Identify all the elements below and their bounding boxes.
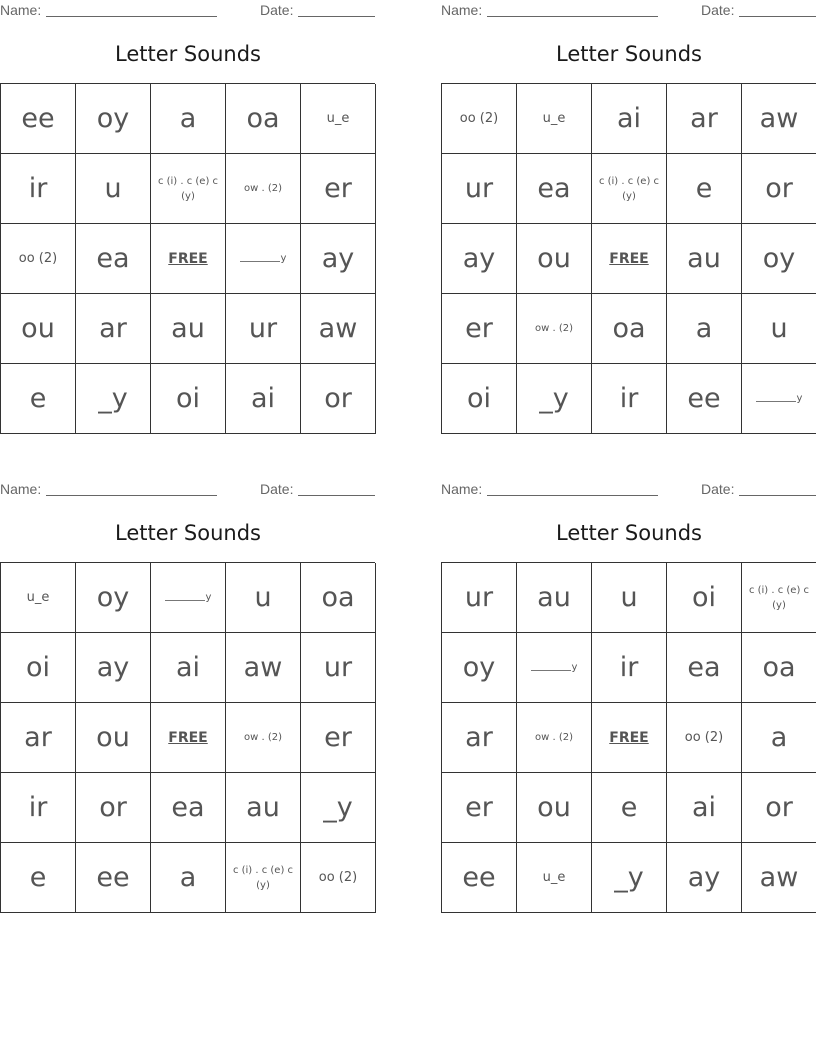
bingo-cell bbox=[76, 154, 151, 224]
card-title: Letter Sounds bbox=[555, 521, 702, 545]
card-title: Letter Sounds bbox=[555, 42, 702, 66]
bingo-cell bbox=[592, 364, 667, 434]
bingo-cell bbox=[517, 364, 592, 434]
bingo-cell bbox=[151, 224, 226, 294]
cell-text: oa bbox=[321, 582, 355, 613]
bingo-cell bbox=[151, 294, 226, 364]
cell-text: FREE bbox=[609, 250, 649, 267]
cell-text: u bbox=[770, 313, 788, 344]
cell-text: ar bbox=[24, 722, 52, 753]
cell-text: aw bbox=[243, 652, 283, 683]
cell-text: y bbox=[796, 393, 803, 404]
blank-line bbox=[531, 664, 571, 671]
cell-text: c (i) . c (e) c (y) bbox=[748, 584, 810, 611]
bingo-cell bbox=[226, 294, 301, 364]
cell-text: ow . (2) bbox=[535, 323, 573, 334]
cell-text: u bbox=[254, 582, 272, 613]
cell-text: au bbox=[687, 243, 721, 274]
bingo-cell bbox=[442, 84, 517, 154]
bingo-cell bbox=[442, 773, 517, 843]
bingo-cell bbox=[151, 563, 226, 633]
cell-text: u_e bbox=[542, 870, 566, 885]
bingo-cell bbox=[667, 633, 742, 703]
cell-text: ai bbox=[616, 103, 642, 134]
name-label: Name: bbox=[441, 2, 483, 18]
cell-text: e bbox=[29, 862, 47, 893]
cell-text: u_e bbox=[326, 111, 350, 126]
bingo-cell bbox=[76, 773, 151, 843]
bingo-cell bbox=[151, 154, 226, 224]
blank-line bbox=[165, 594, 205, 601]
cell-text: FREE bbox=[168, 250, 208, 267]
bingo-card-2 bbox=[441, 0, 816, 440]
bingo-cell bbox=[667, 843, 742, 913]
name-blank-line[interactable] bbox=[46, 2, 217, 17]
cell-text: ea bbox=[171, 792, 205, 823]
cell-text: oy bbox=[96, 582, 130, 613]
cell-text: _y bbox=[614, 862, 644, 893]
bingo-cell bbox=[667, 294, 742, 364]
cell-text: ow . (2) bbox=[244, 732, 282, 743]
bingo-cell bbox=[151, 84, 226, 154]
bingo-cell bbox=[667, 563, 742, 633]
bingo-cell bbox=[442, 364, 517, 434]
bingo-cell bbox=[742, 224, 816, 294]
bingo-cell bbox=[517, 773, 592, 843]
card-header bbox=[441, 2, 816, 18]
bingo-cell bbox=[517, 633, 592, 703]
cell-text: ee bbox=[96, 862, 130, 893]
cell-text: a bbox=[179, 103, 197, 134]
cell-text: or bbox=[324, 383, 352, 414]
cell-text: aw bbox=[759, 862, 799, 893]
cell-text: er bbox=[324, 173, 352, 204]
date-label: Date: bbox=[260, 481, 294, 497]
bingo-cell bbox=[226, 563, 301, 633]
bingo-cell bbox=[301, 633, 376, 703]
bingo-cell bbox=[517, 563, 592, 633]
cell-text: ou bbox=[537, 792, 571, 823]
bingo-cell bbox=[442, 294, 517, 364]
cell-text: ou bbox=[537, 243, 571, 274]
name-label: Name: bbox=[0, 2, 42, 18]
cell-text: ur bbox=[323, 652, 353, 683]
bingo-cell bbox=[226, 703, 301, 773]
bingo-cell bbox=[1, 703, 76, 773]
bingo-grid bbox=[441, 562, 816, 913]
cell-text: u_e bbox=[542, 111, 566, 126]
date-blank-line[interactable] bbox=[298, 481, 375, 496]
bingo-cell bbox=[742, 703, 816, 773]
cell-text: ar bbox=[690, 103, 718, 134]
cell-text: c (i) . c (e) c (y) bbox=[232, 864, 294, 891]
cell-text: FREE bbox=[168, 729, 208, 746]
cell-text: oi bbox=[691, 582, 717, 613]
bingo-cell bbox=[742, 154, 816, 224]
bingo-cell bbox=[592, 773, 667, 843]
bingo-cell bbox=[226, 364, 301, 434]
bingo-cell bbox=[592, 633, 667, 703]
bingo-cell bbox=[592, 843, 667, 913]
cell-text: er bbox=[324, 722, 352, 753]
bingo-cell bbox=[517, 703, 592, 773]
bingo-cell bbox=[301, 563, 376, 633]
cell-text: aw bbox=[759, 103, 799, 134]
cell-text: ur bbox=[464, 582, 494, 613]
bingo-cell bbox=[301, 224, 376, 294]
bingo-cell bbox=[1, 843, 76, 913]
name-blank-line[interactable] bbox=[46, 481, 217, 496]
name-blank-line[interactable] bbox=[487, 2, 658, 17]
bingo-grid bbox=[0, 562, 375, 913]
date-label: Date: bbox=[701, 2, 735, 18]
bingo-cell bbox=[592, 84, 667, 154]
cell-text: or bbox=[765, 792, 793, 823]
cell-text: e bbox=[695, 173, 713, 204]
date-blank-line[interactable] bbox=[739, 2, 816, 17]
bingo-cell bbox=[301, 294, 376, 364]
bingo-cell bbox=[301, 364, 376, 434]
cell-text: FREE bbox=[609, 729, 649, 746]
bingo-cell bbox=[592, 294, 667, 364]
cell-text: ai bbox=[250, 383, 276, 414]
bingo-cell bbox=[76, 703, 151, 773]
cell-text: a bbox=[695, 313, 713, 344]
bingo-cell bbox=[442, 703, 517, 773]
cell-text: y bbox=[571, 662, 578, 673]
cell-text: y bbox=[205, 592, 212, 603]
bingo-cell bbox=[151, 633, 226, 703]
cell-text: ar bbox=[465, 722, 493, 753]
bingo-cell bbox=[517, 154, 592, 224]
cell-text: oo (2) bbox=[459, 111, 499, 126]
date-label: Date: bbox=[260, 2, 294, 18]
bingo-cell bbox=[592, 154, 667, 224]
bingo-grid bbox=[0, 83, 375, 434]
cell-text: a bbox=[179, 862, 197, 893]
cell-text: _y bbox=[98, 383, 128, 414]
bingo-cell bbox=[226, 154, 301, 224]
cell-text: oo (2) bbox=[684, 730, 724, 745]
name-blank-line[interactable] bbox=[487, 481, 658, 496]
bingo-cell bbox=[667, 703, 742, 773]
bingo-cell bbox=[667, 154, 742, 224]
cell-text: oo (2) bbox=[318, 870, 358, 885]
bingo-cell bbox=[667, 224, 742, 294]
name-label: Name: bbox=[0, 481, 42, 497]
bingo-cell bbox=[517, 294, 592, 364]
bingo-cell bbox=[1, 154, 76, 224]
bingo-cell bbox=[517, 224, 592, 294]
card-header bbox=[0, 2, 376, 18]
bingo-cell bbox=[76, 294, 151, 364]
bingo-cell bbox=[667, 84, 742, 154]
bingo-cell bbox=[226, 773, 301, 843]
bingo-cell bbox=[442, 224, 517, 294]
cell-text: _y bbox=[539, 383, 569, 414]
cell-text: ir bbox=[28, 792, 48, 823]
bingo-cell bbox=[442, 633, 517, 703]
bingo-cell bbox=[151, 364, 226, 434]
bingo-cell bbox=[151, 843, 226, 913]
bingo-cell bbox=[1, 563, 76, 633]
cell-text: u bbox=[104, 173, 122, 204]
cell-text: ow . (2) bbox=[535, 732, 573, 743]
cell-text: ay bbox=[687, 862, 721, 893]
card-title: Letter Sounds bbox=[114, 521, 261, 545]
cell-text: ee bbox=[462, 862, 496, 893]
cell-text: ea bbox=[96, 243, 130, 274]
cell-text: u bbox=[620, 582, 638, 613]
bingo-cell bbox=[742, 843, 816, 913]
blank-line bbox=[756, 395, 796, 402]
bingo-cell bbox=[151, 703, 226, 773]
bingo-cell bbox=[592, 563, 667, 633]
cell-text: ea bbox=[687, 652, 721, 683]
cell-text: au bbox=[537, 582, 571, 613]
bingo-cell bbox=[1, 294, 76, 364]
cell-text: aw bbox=[318, 313, 358, 344]
cell-text: ur bbox=[464, 173, 494, 204]
cell-text: oi bbox=[25, 652, 51, 683]
card-header bbox=[0, 481, 376, 497]
bingo-cell bbox=[151, 773, 226, 843]
cell-text: au bbox=[171, 313, 205, 344]
bingo-cell bbox=[442, 563, 517, 633]
cell-text: oi bbox=[466, 383, 492, 414]
cell-text: ay bbox=[321, 243, 355, 274]
date-blank-line[interactable] bbox=[739, 481, 816, 496]
name-label: Name: bbox=[441, 481, 483, 497]
bingo-cell bbox=[76, 633, 151, 703]
card-header bbox=[441, 481, 816, 497]
cell-text: ay bbox=[96, 652, 130, 683]
cell-text: u_e bbox=[26, 590, 50, 605]
bingo-cell bbox=[742, 633, 816, 703]
cell-text: c (i) . c (e) c (y) bbox=[157, 175, 219, 202]
cell-text: e bbox=[620, 792, 638, 823]
bingo-cell bbox=[226, 843, 301, 913]
bingo-cell bbox=[76, 364, 151, 434]
bingo-cell bbox=[301, 154, 376, 224]
bingo-cell bbox=[76, 843, 151, 913]
cell-text: oa bbox=[762, 652, 796, 683]
cell-text: oa bbox=[612, 313, 646, 344]
bingo-cell bbox=[226, 224, 301, 294]
bingo-cell bbox=[301, 843, 376, 913]
cell-text: ee bbox=[687, 383, 721, 414]
cell-text: ay bbox=[462, 243, 496, 274]
cell-text: oi bbox=[175, 383, 201, 414]
cell-text: oy bbox=[96, 103, 130, 134]
cell-text: ir bbox=[28, 173, 48, 204]
bingo-card-4 bbox=[441, 479, 816, 919]
cell-text: ai bbox=[175, 652, 201, 683]
cell-text: ir bbox=[619, 652, 639, 683]
bingo-cell bbox=[442, 154, 517, 224]
bingo-cell bbox=[76, 224, 151, 294]
cell-text: au bbox=[246, 792, 280, 823]
cell-text: oy bbox=[762, 243, 796, 274]
bingo-cell bbox=[742, 84, 816, 154]
bingo-cell bbox=[742, 563, 816, 633]
bingo-cell bbox=[592, 224, 667, 294]
cell-text: e bbox=[29, 383, 47, 414]
card-title: Letter Sounds bbox=[114, 42, 261, 66]
cell-text: er bbox=[465, 792, 493, 823]
cell-text: ow . (2) bbox=[244, 183, 282, 194]
bingo-cell bbox=[517, 84, 592, 154]
cell-text: or bbox=[99, 792, 127, 823]
cell-text: c (i) . c (e) c (y) bbox=[598, 175, 660, 202]
cell-text: ar bbox=[99, 313, 127, 344]
bingo-cell bbox=[226, 633, 301, 703]
cell-text: or bbox=[765, 173, 793, 204]
bingo-card-3 bbox=[0, 479, 376, 919]
date-label: Date: bbox=[701, 481, 735, 497]
cell-text: ou bbox=[21, 313, 55, 344]
cell-text: ir bbox=[619, 383, 639, 414]
bingo-cell bbox=[226, 84, 301, 154]
cell-text: a bbox=[770, 722, 788, 753]
cell-text: ai bbox=[691, 792, 717, 823]
bingo-cell bbox=[1, 773, 76, 843]
bingo-cell bbox=[442, 843, 517, 913]
cell-text: er bbox=[465, 313, 493, 344]
date-blank-line[interactable] bbox=[298, 2, 375, 17]
cell-text: oo (2) bbox=[18, 251, 58, 266]
cell-text: oy bbox=[462, 652, 496, 683]
cell-text: _y bbox=[323, 792, 353, 823]
cell-text: ou bbox=[96, 722, 130, 753]
cell-text: ea bbox=[537, 173, 571, 204]
cell-text: ur bbox=[248, 313, 278, 344]
cell-text: y bbox=[280, 253, 287, 264]
bingo-card-1 bbox=[0, 0, 376, 440]
bingo-cell bbox=[1, 84, 76, 154]
bingo-cell bbox=[1, 224, 76, 294]
bingo-cell bbox=[667, 364, 742, 434]
bingo-cell bbox=[592, 703, 667, 773]
bingo-cell bbox=[76, 84, 151, 154]
cell-text: ee bbox=[21, 103, 55, 134]
bingo-cell bbox=[517, 843, 592, 913]
bingo-cell bbox=[742, 294, 816, 364]
bingo-cell bbox=[301, 773, 376, 843]
bingo-cell bbox=[742, 773, 816, 843]
bingo-cell bbox=[1, 633, 76, 703]
bingo-cell bbox=[1, 364, 76, 434]
bingo-cell bbox=[76, 563, 151, 633]
blank-line bbox=[240, 255, 280, 262]
bingo-cell bbox=[742, 364, 816, 434]
bingo-cell bbox=[301, 84, 376, 154]
bingo-cell bbox=[667, 773, 742, 843]
cell-text: oa bbox=[246, 103, 280, 134]
bingo-cell bbox=[301, 703, 376, 773]
bingo-grid bbox=[441, 83, 816, 434]
